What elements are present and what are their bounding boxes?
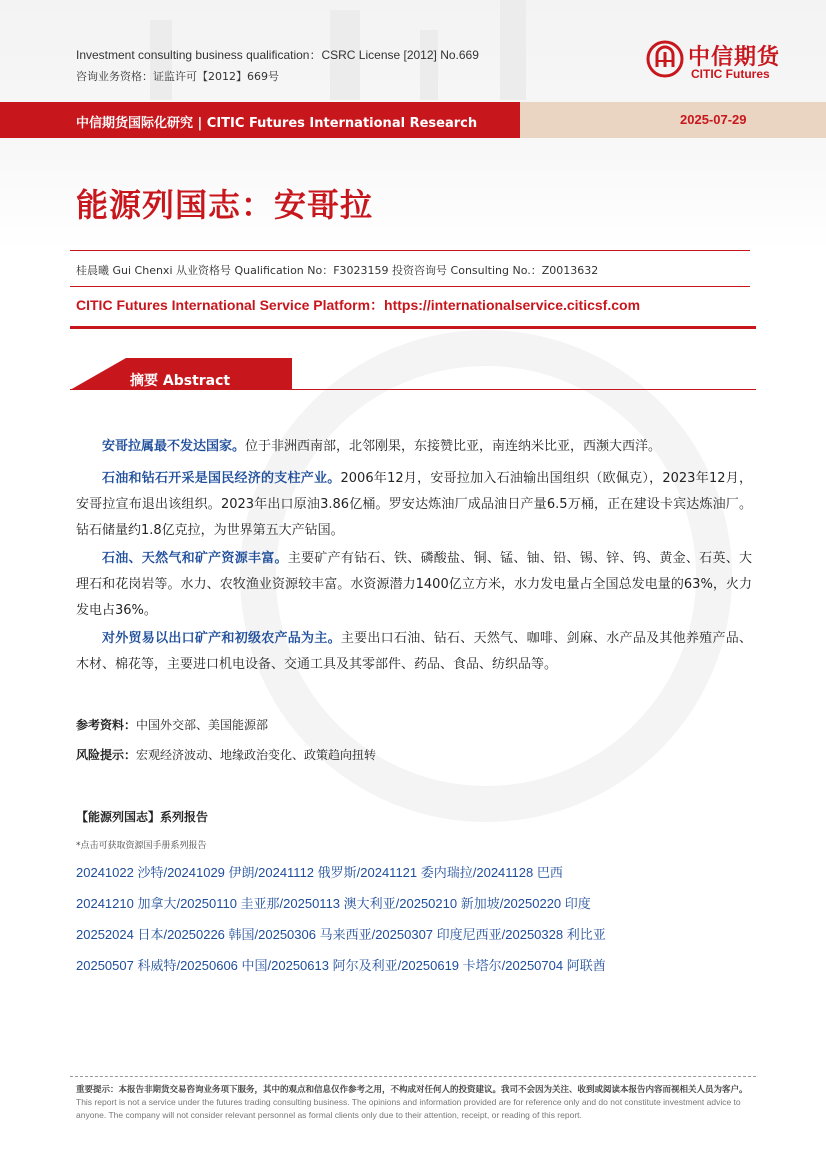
author-info: 桂晨曦 Gui Chenxi 从业资格号 Qualification No：F3023159 投资咨询号 Consulting No.：Z0013632 bbox=[76, 264, 599, 277]
series-title: 【能源列国志】系列报告 bbox=[76, 810, 209, 824]
disclaimer bbox=[76, 1084, 756, 1122]
paragraph-body: 主要矿产有钻石、铁、磷酸盐、铜、锰、铀、铅、锡、锌、钨、黄金、石英、大理石和花岗岩等。水力、农牧渔业资源较丰富。水资源潜力1400亿立方米，水力发电量占全国总发电量的63%，火力发电占36%。 bbox=[76, 551, 752, 618]
citic-futures-logo bbox=[646, 40, 796, 86]
series-report-links[interactable]: 20252024 日本/20250226 韩国/20250306 马来西亚/20250307 印度尼西亚/20250328 利比亚 bbox=[76, 927, 606, 942]
risk-label: 风险提示： bbox=[76, 748, 137, 762]
license-chinese: 咨询业务资格：证监许可【2012】669号 bbox=[76, 70, 279, 83]
disclaimer-chinese: 重要提示：本报告非期货交易咨询业务项下服务，其中的观点和信息仅作参考之用，不构成对任何人的投资建议。我司不会因为关注、收到或阅读本报告内容而视相关人员为客户。 bbox=[76, 1085, 748, 1095]
platform-link[interactable]: CITIC Futures International Service Platform：https://internationalservice.citicsf.com bbox=[76, 297, 641, 313]
footer-divider bbox=[70, 1076, 756, 1078]
divider-thick bbox=[70, 326, 756, 329]
paragraph-lead: 石油、天然气和矿产资源丰富。 bbox=[102, 551, 288, 566]
abstract-label: 摘要 Abstract bbox=[130, 373, 231, 389]
divider bbox=[70, 250, 750, 251]
risk-warning bbox=[76, 746, 376, 763]
abstract-paragraph bbox=[76, 434, 752, 460]
references-value: 中国外交部、美国能源部 bbox=[136, 718, 269, 732]
paragraph-body: 主要出口石油、钻石、天然气、咖啡、剑麻、水产品及其他养殖产品、木材、棉花等，主要进口机电设备、交通工具及其零部件、药品、食品、纺织品等。 bbox=[76, 631, 752, 672]
references-label: 参考资料： bbox=[76, 718, 137, 732]
citic-logo-icon bbox=[646, 40, 684, 78]
paragraph-body: 2006年12月，安哥拉加入石油输出国组织（欧佩克），2023年12月，安哥拉宣布退出该组织。2023年出口原油3.86亿桶。罗安达炼油厂成品油日产量6.5万桶，正在建设卡宾达炼油厂。钻石储量约1.8亿克拉，为世界第五大产钻国。 bbox=[76, 471, 752, 538]
series-note: *点击可获取资源国手册系列报告 bbox=[76, 841, 207, 851]
series-report-links[interactable]: 20241022 沙特/20241029 伊朗/20241112 俄罗斯/20241121 委内瑞拉/20241128 巴西 bbox=[76, 865, 563, 880]
paragraph-lead: 石油和钻石开采是国民经济的支柱产业。 bbox=[102, 471, 341, 486]
banner-title: 中信期货国际化研究 | CITIC Futures International Research bbox=[76, 116, 478, 131]
page-title: 能源列国志：安哥拉 bbox=[76, 186, 374, 224]
disclaimer-english: This report is not a service under the futures trading consulting business. The opinions and information provided are for reference only and do not constitute investment advice to anyone. The company will not consider relevant personnel as formal clients only due to their attention, receipt, or reading of this report. bbox=[76, 1097, 741, 1120]
divider bbox=[70, 286, 750, 287]
logo-english-text: CITIC Futures bbox=[691, 67, 770, 81]
background-skyline bbox=[500, 0, 526, 100]
logo-chinese-text: 中信期货 bbox=[688, 45, 781, 70]
risk-value: 宏观经济波动、地缘政治变化、政策趋向扭转 bbox=[136, 748, 377, 762]
background-skyline bbox=[420, 30, 438, 100]
paragraph-body: 位于非洲西南部，北邻刚果，东接赞比亚，南连纳米比亚，西濒大西洋。 bbox=[245, 439, 662, 454]
research-banner bbox=[0, 102, 826, 138]
abstract-paragraph bbox=[76, 546, 752, 624]
paragraph-lead: 安哥拉属最不发达国家。 bbox=[102, 439, 246, 454]
abstract-underline bbox=[70, 389, 756, 390]
abstract-paragraph bbox=[76, 466, 752, 544]
abstract-paragraph bbox=[76, 626, 752, 678]
paragraph-lead: 对外贸易以出口矿产和初级农产品为主。 bbox=[102, 631, 341, 646]
report-date: 2025-07-29 bbox=[680, 112, 747, 127]
series-report-links[interactable]: 20241210 加拿大/20250110 圭亚那/20250113 澳大利亚/20250210 新加坡/20250220 印度 bbox=[76, 896, 591, 911]
series-report-links[interactable]: 20250507 科威特/20250606 中国/20250613 阿尔及利亚/20250619 卡塔尔/20250704 阿联酋 bbox=[76, 958, 606, 973]
abstract-section-tab bbox=[70, 358, 292, 390]
license-english: Investment consulting business qualification：CSRC License [2012] No.669 bbox=[76, 48, 479, 62]
references bbox=[76, 716, 268, 733]
